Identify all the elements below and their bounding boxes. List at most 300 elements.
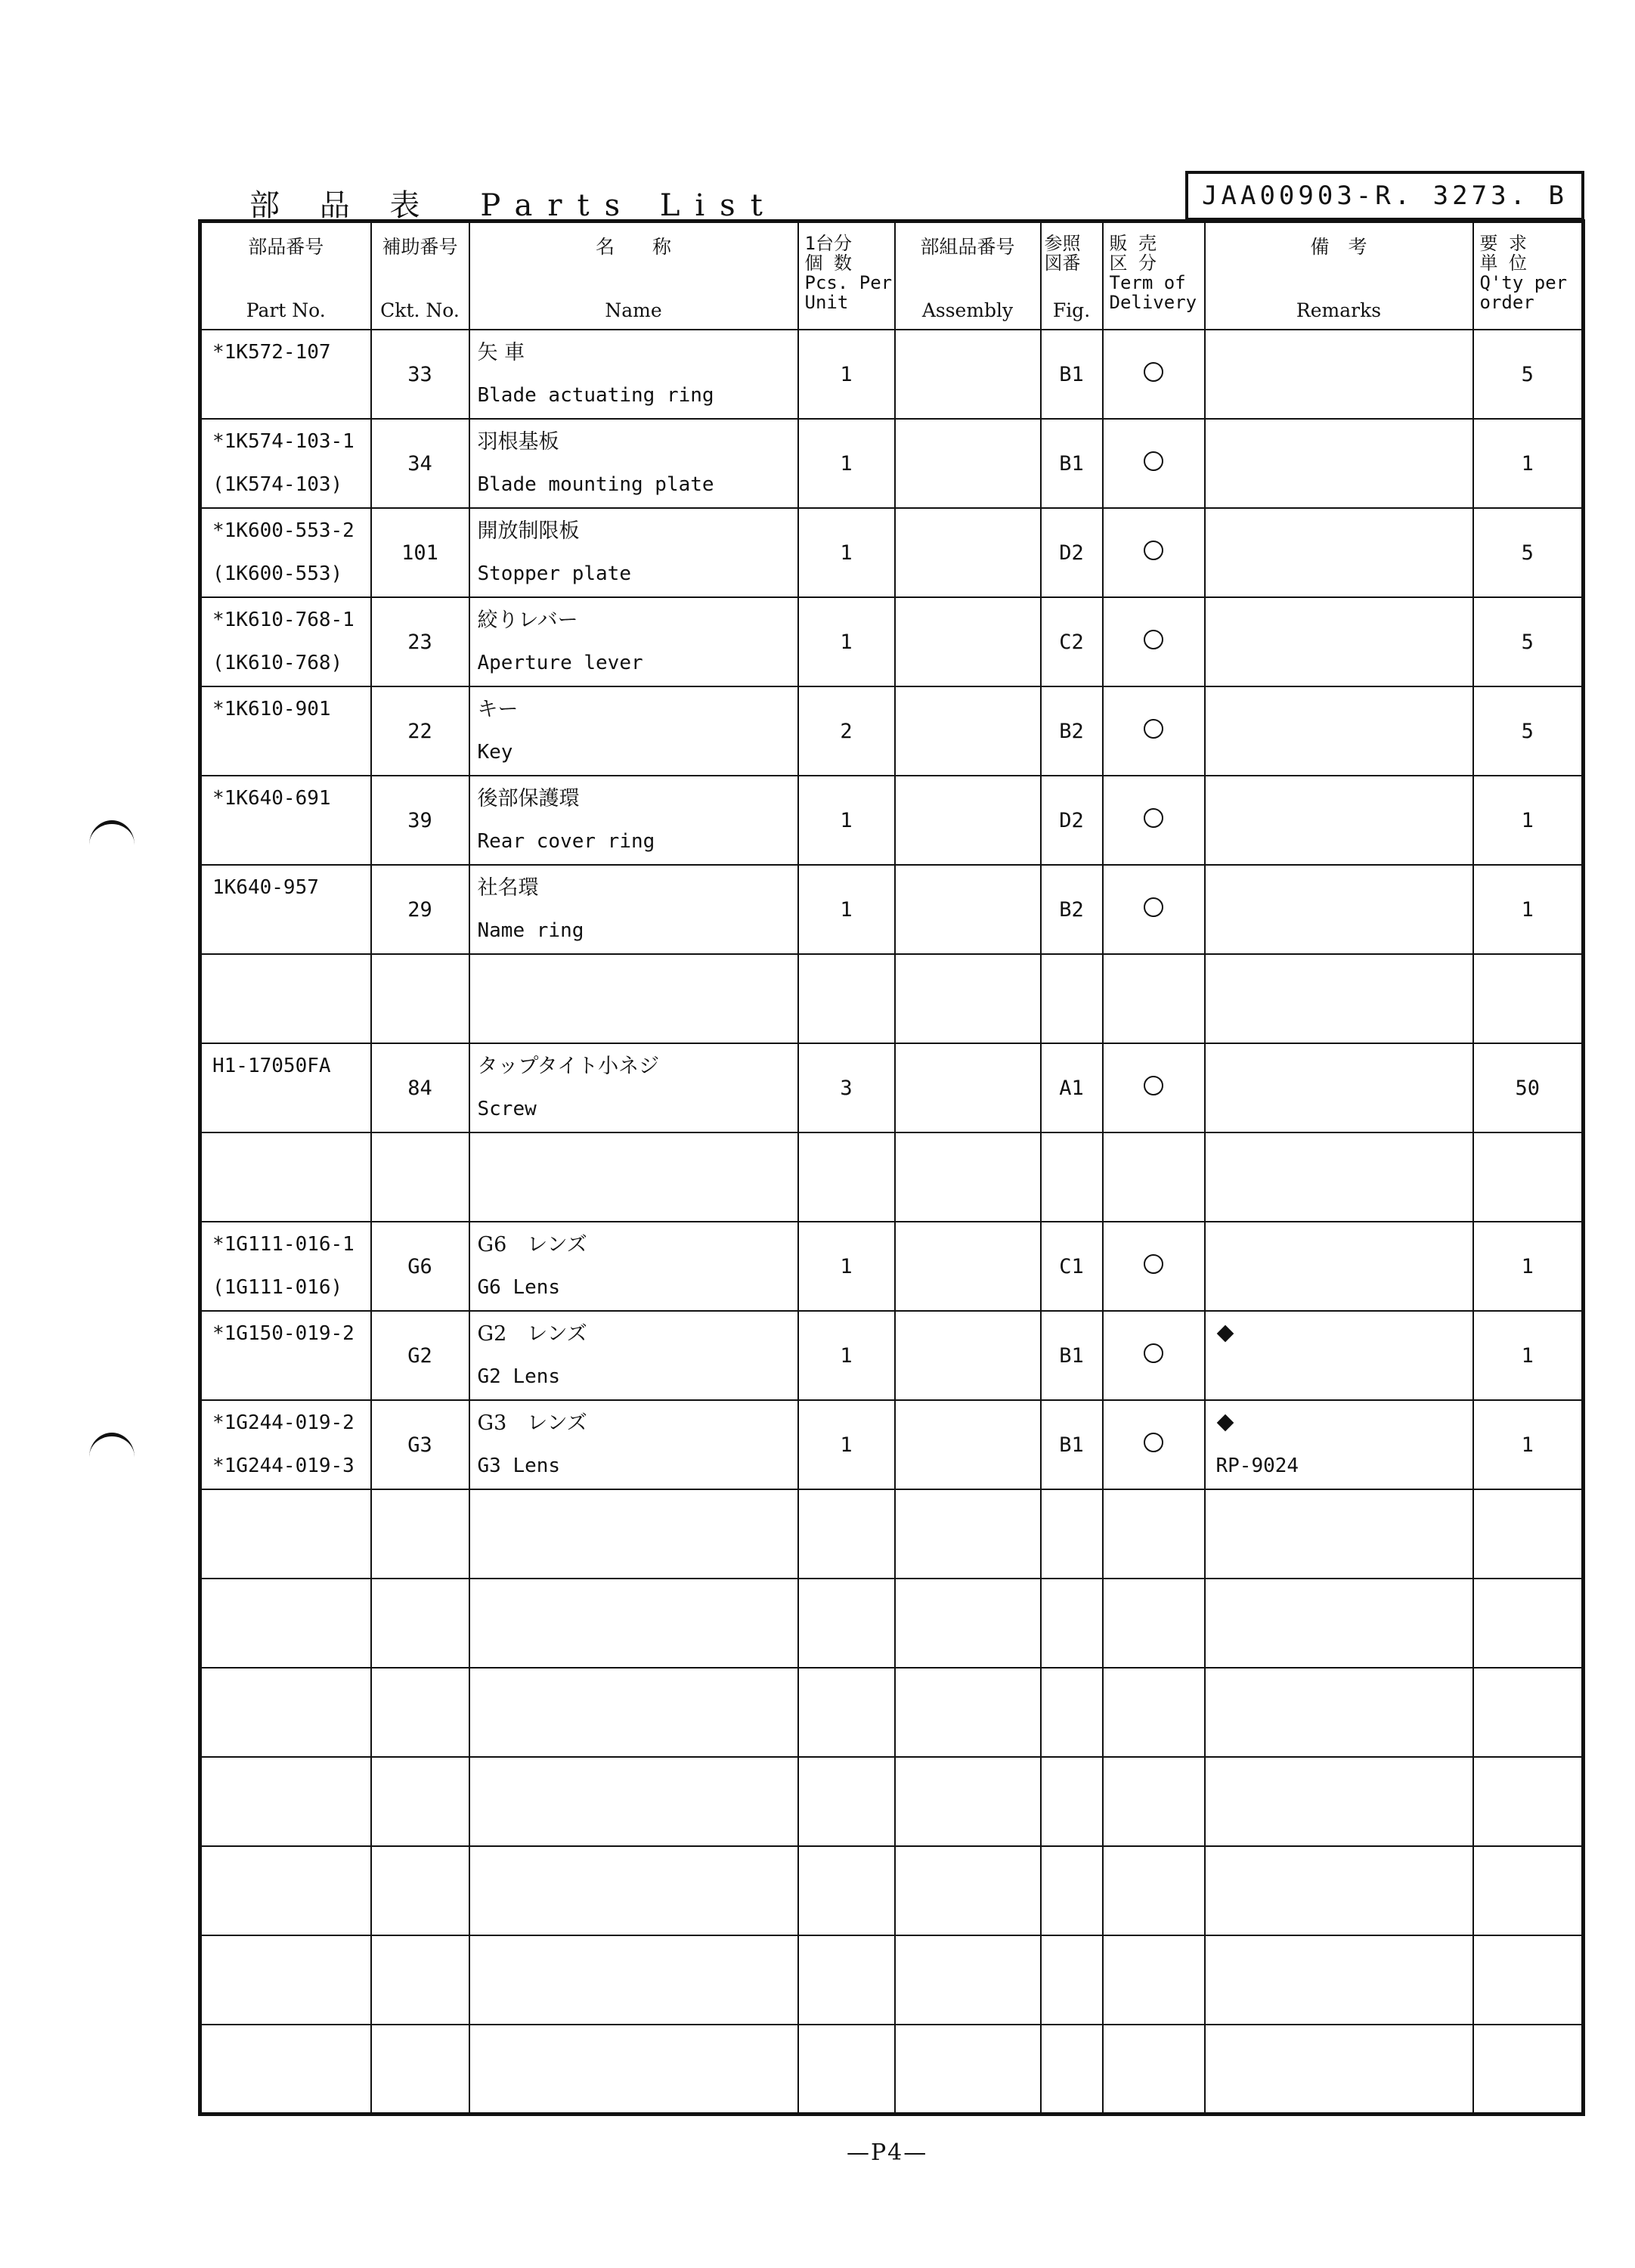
part-number-cell [200,1757,371,1846]
assembly-number [895,1222,1041,1311]
part-number-cell [200,1579,371,1668]
assembly-number [895,1132,1041,1222]
pcs-per-unit: 1 [798,1400,895,1489]
assembly-number [895,1489,1041,1579]
remarks-cell [1205,954,1473,1043]
assembly-number [895,1400,1041,1489]
ckt-number: G2 [371,1311,469,1400]
table-row [200,1579,1584,1668]
part-number [212,1134,370,1177]
part-name-japanese [478,2025,797,2068]
part-name-japanese: 矢 車 [477,341,525,364]
column-header-remarks: 備 考 Remarks [1205,222,1473,330]
table-row [200,1222,1584,1311]
assembly-number [895,508,1041,597]
pcs-per-unit: 1 [798,419,895,508]
part-name-japanese: 後部保護環 [477,787,580,810]
qty-per-order: 1 [1473,419,1584,508]
remark-text [1216,731,1472,774]
delivery-term-cell [1103,1757,1205,1846]
part-name-english: Aperture lever [477,652,643,674]
column-header-ckt-no: 補助番号 Ckt. No. [371,222,469,330]
parts-list-table [198,219,1585,2116]
delivery-term-cell [1103,1311,1205,1400]
remark-text [1216,1177,1472,1220]
part-name-english: Blade mounting plate [477,473,714,496]
binder-hole-mark [89,1433,135,1482]
part-number-cell [200,2025,371,2114]
remark-text [1216,463,1472,507]
pcs-per-unit: 1 [798,597,895,686]
remark-text [1216,1356,1472,1399]
part-name-japanese: 羽根基板 [477,430,559,454]
figure-ref [1041,1935,1103,2025]
part-name-japanese: 絞りレバー [477,609,578,632]
part-number-alt [212,1712,370,1755]
remark-text [1216,1980,1472,2023]
ckt-number [371,1935,469,2025]
remarks-cell [1205,865,1473,954]
pcs-per-unit [798,954,895,1043]
delivery-term-cell [1103,508,1205,597]
part-number-alt: (1K610-768) [212,652,343,674]
pcs-per-unit [798,1668,895,1757]
pcs-per-unit [798,1489,895,1579]
part-name-cell [469,1311,798,1400]
part-name-cell [469,1757,798,1846]
part-number-cell [200,508,371,597]
part-name-japanese [478,956,797,999]
ckt-number: 84 [371,1043,469,1132]
ckt-number [371,954,469,1043]
assembly-number [895,1757,1041,1846]
part-name-japanese [478,1758,797,1802]
delivery-term-cell [1103,597,1205,686]
column-header-delivery: 販 売 区 分 Term of Delivery [1103,222,1205,330]
part-number-alt: (1G111-016) [212,1276,343,1299]
remark-text [1216,1534,1472,1577]
part-name-cell [469,597,798,686]
remark-text [1216,374,1472,417]
part-number-alt [212,1534,370,1577]
circle-mark-icon [1144,1433,1163,1452]
qty-per-order: 5 [1473,597,1584,686]
remark-text [1216,1891,1472,1934]
part-name-english: Rear cover ring [477,830,655,853]
part-number [212,1758,370,1802]
part-name-cell [469,2025,798,2114]
part-number: *1K600-553-2 [212,519,355,542]
table-row [200,1489,1584,1579]
table-row [200,597,1584,686]
table-row [200,1935,1584,2025]
part-number-cell [200,1400,371,1489]
part-name-english [478,1177,797,1220]
part-number-cell [200,1846,371,1935]
delivery-term-cell [1103,2025,1205,2114]
pcs-per-unit: 1 [798,776,895,865]
part-number-cell [200,865,371,954]
qty-per-order [1473,1935,1584,2025]
figure-ref [1041,1846,1103,1935]
circle-mark-icon [1144,630,1163,649]
assembly-number [895,1311,1041,1400]
column-header-part-no: 部品番号 Part No. [200,222,371,330]
part-number: *1G244-019-2 [212,1411,355,1434]
remark-text [1216,1712,1472,1755]
remarks-cell [1205,1757,1473,1846]
ckt-number [371,1579,469,1668]
table-header-row [200,222,1584,330]
ckt-number: G3 [371,1400,469,1489]
qty-per-order [1473,954,1584,1043]
figure-ref [1041,1757,1103,1846]
table-row [200,330,1584,419]
qty-per-order: 1 [1473,865,1584,954]
pcs-per-unit [798,1935,895,2025]
table-row [200,776,1584,865]
part-number [212,1848,370,1891]
table-row [200,1132,1584,1222]
part-name-english [478,1980,797,2023]
remarks-cell [1205,1579,1473,1668]
circle-mark-icon [1144,451,1163,471]
part-name-english: G6 Lens [477,1276,561,1299]
table-row [200,1846,1584,1935]
figure-ref: D2 [1041,776,1103,865]
table-row [200,1043,1584,1132]
remark-text [1216,553,1472,596]
part-name-cell [469,776,798,865]
delivery-term-cell [1103,1579,1205,1668]
remark-text [1216,2068,1472,2112]
part-number-alt [212,820,370,863]
part-number-cell [200,330,371,419]
ckt-number [371,1132,469,1222]
part-number-cell [200,1043,371,1132]
part-number: *1K610-901 [212,698,331,720]
part-name-cell [469,1846,798,1935]
assembly-number [895,686,1041,776]
part-name-english [478,1623,797,1666]
figure-ref [1041,1668,1103,1757]
delivery-term-cell [1103,1668,1205,1757]
figure-ref: B2 [1041,865,1103,954]
assembly-number [895,330,1041,419]
part-number-cell [200,597,371,686]
remarks-cell [1205,1043,1473,1132]
part-number-alt [212,1623,370,1666]
part-number [212,2025,370,2068]
remarks-cell [1205,597,1473,686]
remark-text [1216,1266,1472,1309]
table-row [200,508,1584,597]
qty-per-order: 5 [1473,508,1584,597]
part-number-alt [212,909,370,953]
part-name-english: Stopper plate [477,562,631,585]
qty-per-order [1473,1579,1584,1668]
ckt-number: 101 [371,508,469,597]
part-name-cell [469,1668,798,1757]
part-name-english: G2 Lens [477,1365,561,1388]
part-number [212,1580,370,1623]
pcs-per-unit [798,1846,895,1935]
part-number-alt [212,1802,370,1845]
part-name-japanese: G6 レンズ [477,1233,587,1256]
part-number-cell [200,686,371,776]
assembly-number [895,1935,1041,2025]
part-number: H1-17050FA [212,1055,331,1077]
figure-ref [1041,1489,1103,1579]
assembly-number [895,2025,1041,2114]
delivery-term-cell [1103,865,1205,954]
delivery-term-cell [1103,1846,1205,1935]
assembly-number [895,419,1041,508]
part-number-alt [212,1891,370,1934]
table-row [200,686,1584,776]
pcs-per-unit: 1 [798,1311,895,1400]
figure-ref [1041,2025,1103,2114]
part-number-cell [200,776,371,865]
qty-per-order [1473,1489,1584,1579]
part-number: *1K640-691 [212,787,331,810]
ckt-number: 23 [371,597,469,686]
part-number [212,1491,370,1534]
circle-mark-icon [1144,541,1163,560]
delivery-term-cell [1103,1489,1205,1579]
binder-hole-mark [89,820,135,869]
part-number-cell [200,954,371,1043]
delivery-term-cell [1103,1400,1205,1489]
qty-per-order [1473,2025,1584,2114]
part-number-alt: (1K600-553) [212,562,343,585]
part-number [212,956,370,999]
assembly-number [895,954,1041,1043]
ckt-number: 22 [371,686,469,776]
column-header-fig: 参照 図番 Fig. [1041,222,1103,330]
pcs-per-unit: 1 [798,1222,895,1311]
pcs-per-unit [798,1579,895,1668]
pcs-per-unit: 1 [798,508,895,597]
part-name-cell [469,1579,798,1668]
diamond-mark-icon [1216,1414,1234,1432]
figure-ref: A1 [1041,1043,1103,1132]
part-number-alt [212,1356,370,1399]
part-name-english [478,1802,797,1845]
figure-ref: B1 [1041,419,1103,508]
remark-text [1216,1623,1472,1666]
part-number: *1K574-103-1 [212,430,355,453]
circle-mark-icon [1144,719,1163,739]
remark-text [1216,909,1472,953]
qty-per-order: 5 [1473,686,1584,776]
ckt-number: G6 [371,1222,469,1311]
figure-ref: B1 [1041,330,1103,419]
part-number-cell [200,1132,371,1222]
delivery-term-cell [1103,419,1205,508]
remarks-cell [1205,1222,1473,1311]
part-name-japanese [478,1491,797,1534]
part-name-cell [469,1489,798,1579]
page-number: —P4— [847,2139,928,2166]
part-name-japanese [478,1134,797,1177]
remarks-cell [1205,1132,1473,1222]
pcs-per-unit [798,1757,895,1846]
remarks-cell [1205,419,1473,508]
column-header-qty-per-order: 要 求 単 位 Q'ty per order [1473,222,1584,330]
remark-text: RP-9024 [1215,1455,1299,1477]
ckt-number [371,2025,469,2114]
part-number-alt: (1K574-103) [212,473,343,496]
delivery-term-cell [1103,330,1205,419]
part-name-japanese: 社名環 [477,876,539,900]
delivery-term-cell [1103,1043,1205,1132]
circle-mark-icon [1144,1254,1163,1274]
figure-ref: C2 [1041,597,1103,686]
table-row [200,1311,1584,1400]
remarks-cell [1205,1846,1473,1935]
part-name-english: Name ring [477,919,584,942]
part-number-alt [212,1088,370,1131]
ckt-number: 39 [371,776,469,865]
part-name-japanese: キー [477,698,519,721]
qty-per-order [1473,1668,1584,1757]
delivery-term-cell [1103,1132,1205,1222]
pcs-per-unit: 2 [798,686,895,776]
qty-per-order: 1 [1473,1222,1584,1311]
ckt-number: 29 [371,865,469,954]
part-name-cell [469,508,798,597]
circle-mark-icon [1144,897,1163,917]
pcs-per-unit: 1 [798,330,895,419]
part-number [212,1937,370,1980]
figure-ref [1041,1579,1103,1668]
qty-per-order [1473,1757,1584,1846]
figure-ref [1041,954,1103,1043]
remarks-cell [1205,1668,1473,1757]
table-row [200,954,1584,1043]
column-header-assembly: 部組品番号 Assembly [895,222,1041,330]
part-name-cell [469,1222,798,1311]
part-name-cell [469,686,798,776]
remarks-cell [1205,508,1473,597]
remark-text [1216,820,1472,863]
table-row [200,865,1584,954]
part-number-alt [212,1177,370,1220]
part-name-cell [469,1935,798,2025]
part-name-japanese [478,1848,797,1891]
part-name-cell [469,1043,798,1132]
part-number: *1G150-019-2 [212,1322,355,1345]
part-name-japanese: G2 レンズ [477,1322,587,1346]
part-number-cell [200,1311,371,1400]
delivery-term-cell [1103,1935,1205,2025]
table-row [200,1668,1584,1757]
table-row [200,1400,1584,1489]
circle-mark-icon [1144,1343,1163,1363]
part-number-alt: *1G244-019-3 [212,1455,355,1477]
assembly-number [895,597,1041,686]
part-name-japanese: 開放制限板 [477,519,580,543]
part-number-cell [200,1222,371,1311]
part-name-japanese [478,1580,797,1623]
delivery-term-cell [1103,776,1205,865]
remarks-cell [1205,1489,1473,1579]
part-name-english [478,1712,797,1755]
figure-ref [1041,1132,1103,1222]
pcs-per-unit: 3 [798,1043,895,1132]
remarks-cell [1205,1311,1473,1400]
part-name-english: Screw [477,1098,537,1120]
table-row [200,1757,1584,1846]
circle-mark-icon [1144,1076,1163,1095]
remarks-cell [1205,1935,1473,2025]
part-name-english [478,1891,797,1934]
part-name-english [478,2068,797,2112]
part-name-cell [469,954,798,1043]
remark-text [1216,999,1472,1042]
part-number [212,1669,370,1712]
remarks-cell [1205,330,1473,419]
assembly-number [895,1846,1041,1935]
part-name-cell [469,330,798,419]
figure-ref: D2 [1041,508,1103,597]
figure-ref: B1 [1041,1400,1103,1489]
part-number: *1K610-768-1 [212,609,355,631]
ckt-number: 34 [371,419,469,508]
part-name-japanese [478,1669,797,1712]
remarks-cell [1205,1400,1473,1489]
part-number-alt [212,731,370,774]
figure-ref: B2 [1041,686,1103,776]
part-name-english [478,1534,797,1577]
qty-per-order: 1 [1473,1311,1584,1400]
part-name-cell [469,1400,798,1489]
part-name-english: Blade actuating ring [477,384,714,407]
part-number-cell [200,1935,371,2025]
part-name-japanese: タップタイト小ネジ [477,1055,660,1078]
figure-ref: B1 [1041,1311,1103,1400]
column-header-pcs-per-unit: 1台分 個 数 Pcs. Per Unit [798,222,895,330]
circle-mark-icon [1144,362,1163,382]
document-number: JAA00903-R. 3273. B [1185,171,1584,221]
part-number-alt [212,1980,370,2023]
table-row [200,2025,1584,2114]
qty-per-order: 1 [1473,776,1584,865]
part-number-cell [200,419,371,508]
ckt-number [371,1846,469,1935]
qty-per-order: 50 [1473,1043,1584,1132]
column-header-name: 名 称 Name [469,222,798,330]
assembly-number [895,865,1041,954]
ckt-number [371,1757,469,1846]
delivery-term-cell [1103,1222,1205,1311]
assembly-number [895,1668,1041,1757]
table-row [200,419,1584,508]
part-number: *1K572-107 [212,341,331,364]
qty-per-order [1473,1846,1584,1935]
ckt-number [371,1489,469,1579]
delivery-term-cell [1103,954,1205,1043]
qty-per-order [1473,1132,1584,1222]
ckt-number [371,1668,469,1757]
part-name-cell [469,1132,798,1222]
pcs-per-unit [798,2025,895,2114]
part-name-japanese: G3 レンズ [477,1411,587,1435]
remarks-cell [1205,2025,1473,2114]
circle-mark-icon [1144,808,1163,828]
remark-text [1216,1088,1472,1131]
